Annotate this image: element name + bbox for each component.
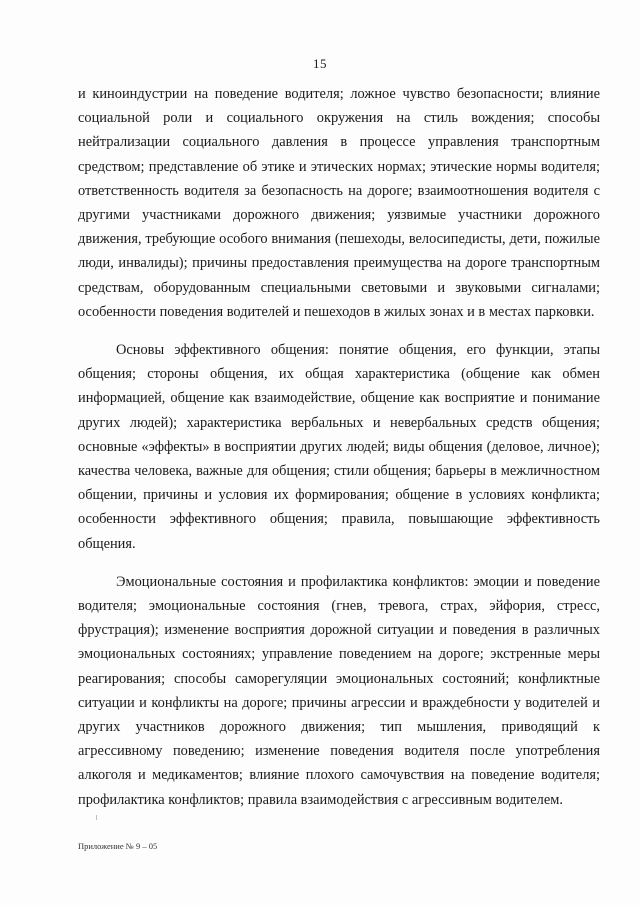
body-text <box>78 82 600 812</box>
footer-appendix-label: Приложение № 9 – 05 <box>78 841 158 851</box>
scan-mark <box>96 815 97 820</box>
paragraph-continuation: и киноиндустрии на поведение водителя; ложное чувство безопасности; влияние социальной роли и социального окружения на стиль вождения; способы нейтрализации социального давления в процессе управления транспортным средством; представление об этике и этических нормах; этические нормы водителя; ответственность водителя за безопасность на дороге; взаимоотношения водителя с другими участниками дорожного движения; уязвимые участники дорожного движения, требующие особого внимания (пешеходы, велосипедисты, дети, пожилые люди, инвалиды); причины предоставления преимущества на дороге транспортным средствам, оборудованным специальными световыми и звуковыми сигналами; особенности поведения водителей и пешеходов в жилых зонах и в местах парковки. <box>78 86 600 320</box>
paragraph-emotions-conflicts: Эмоциональные состояния и профилактика конфликтов: эмоции и поведение водителя; эмоциональные состояния (гнев, тревога, страх, эйфория, стресс, фрустрация); изменение восприятия дорожной ситуации и поведения в различных эмоциональных состояниях; управление поведением на дороге; экстренные меры реагирования; способы саморегуляции эмоциональных состояний; конфликтные ситуации и конфликты на дороге; причины агрессии и враждебности у водителей и других участников дорожного движения; тип мышления, приводящий к агрессивному поведению; изменение поведения водителя после употребления алкоголя и медикаментов; влияние плохого самочувствия на поведение водителя; профилактика конфликтов; правила взаимодействия с агрессивным водителем. <box>78 573 600 808</box>
page-number: 15 <box>313 56 327 71</box>
paragraph-communication: Основы эффективного общения: понятие общения, его функции, этапы общения; стороны общения, их общая характеристика (общение как обмен информацией, общение как взаимодействие, общение как восприятие и понимание других людей); характеристика вербальных и невербальных средств общения; основные «эффекты» в восприятии других людей; виды общения (деловое, личное); качества человека, важные для общения; стили общения; барьеры в межличностном общении, причины и условия их формирования; общение в условиях конфликта; особенности эффективного общения; правила, повышающие эффективность общения. <box>78 342 600 552</box>
